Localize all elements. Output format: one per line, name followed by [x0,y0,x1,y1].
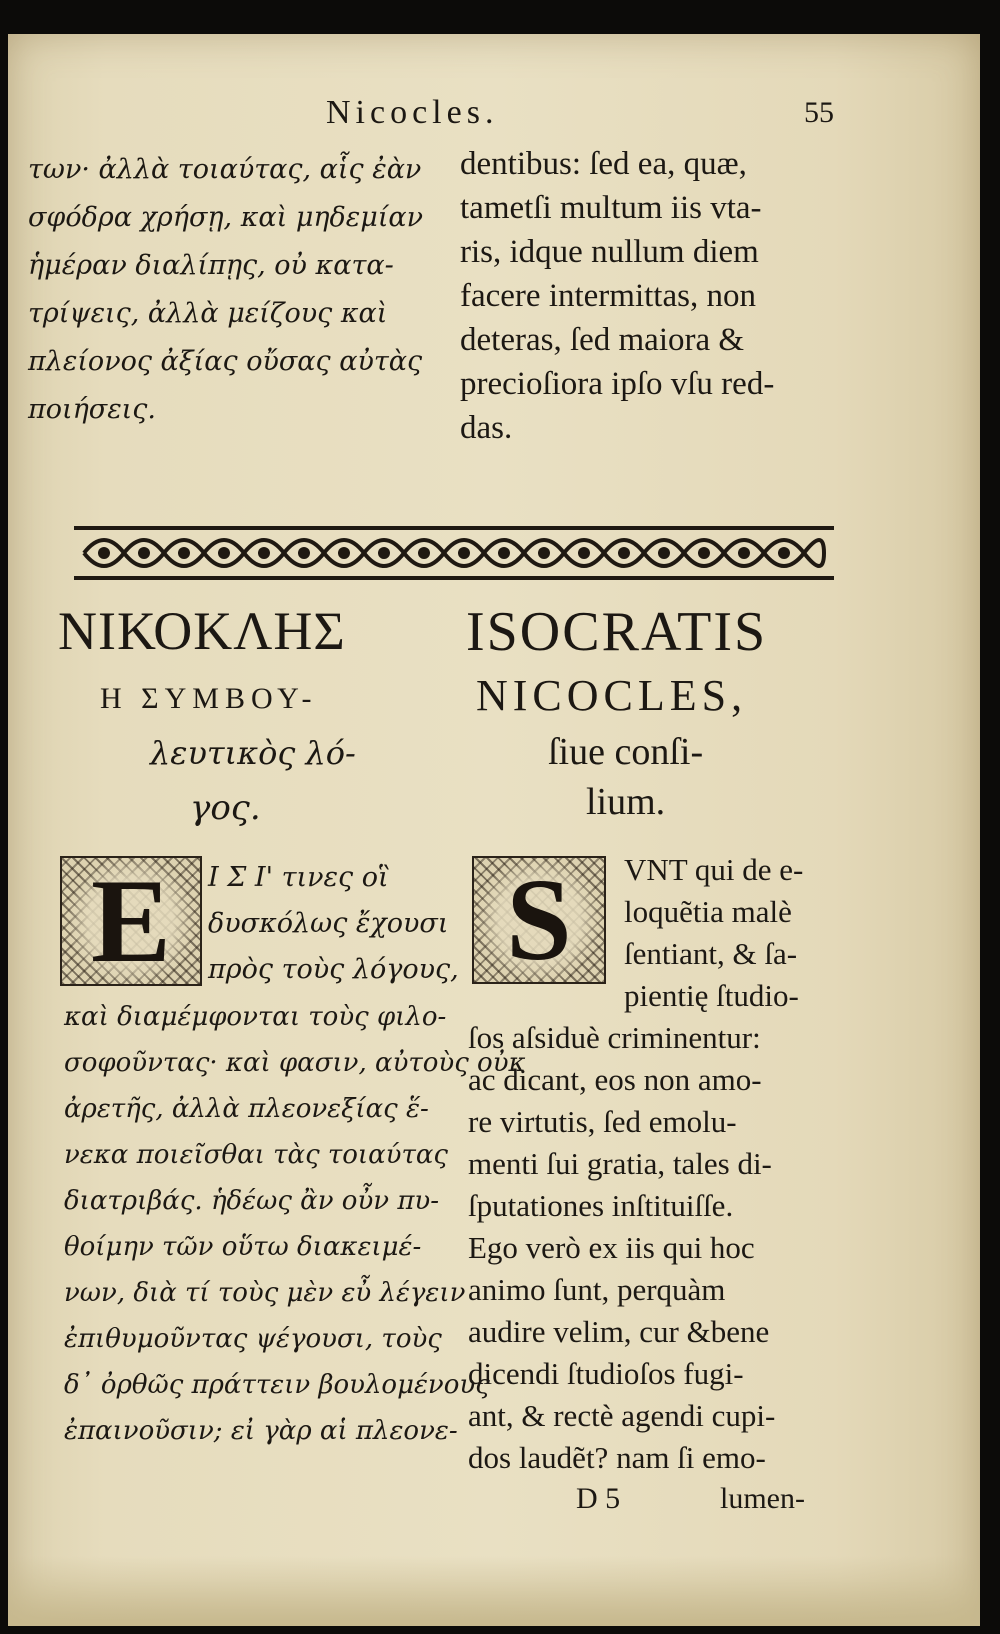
book-page [8,34,980,1626]
latin-line: loquẽtia malè [624,894,792,929]
latin-line: deteras, ſed maiora & [460,322,745,358]
greek-line: θοίμην τῶν οὕτω διακειμέ- [64,1232,422,1262]
greek-line: των· ἀλλὰ τοιαύτας, αἷς ἐὰν [28,154,422,185]
greek-heading-line: γος. [190,788,261,828]
latin-line: das. [460,410,513,446]
latin-line: dicendi ſtudioſos fugi- [468,1356,744,1391]
latin-line: animo ſunt, perquàm [468,1272,726,1307]
latin-line: tametſi multum iis vta- [460,190,762,226]
latin-line: ac dicant, eos non amo- [468,1062,762,1097]
greek-line: Ι Σ Ι' τινες οἳ [208,862,389,893]
latin-line: VNT qui de e- [624,852,804,887]
latin-line: audire velim, cur &bene [468,1314,770,1349]
latin-line: precioſiora ipſo vſu red- [460,366,775,402]
latin-line: re virtutis, ſed emolu- [468,1104,737,1139]
greek-line: σοφοῦντας· καὶ φασιν, αὐτοὺς οὐκ [64,1048,526,1078]
greek-title: ΝΙΚΟΚΛΗΣ [58,601,346,661]
latin-title: ISOCRATIS [466,601,768,663]
latin-line: ris, idque nullum diem [460,234,759,270]
greek-line: ἡμέραν διαλίπῃς, οὐ κατα- [28,250,394,281]
latin-line: ant, & rectè agendi cupi- [468,1398,776,1433]
greek-line: νεκα ποιεῖσθαι τὰς τοιαύτας [64,1140,448,1170]
greek-line: πρὸς τοὺς λόγους, [208,954,459,985]
page-number: 55 [804,96,834,129]
greek-heading-line: λευτικὸς λό- [150,734,356,772]
greek-line: ἀρετῆς, ἀλλὰ πλεονεξίας ἕ- [64,1094,429,1124]
latin-line: ſentiant, & ſa- [624,936,798,971]
running-title: Nicocles. [326,94,499,131]
greek-line: τρίψεις, ἀλλὰ μείζους καὶ [28,298,388,329]
woodcut-initial-s-icon: S [472,856,606,984]
greek-line: δυσκόλως ἔχουσι [208,908,449,939]
woodcut-initial-e-icon: Ε [60,856,202,986]
latin-line: menti ſui gratia, tales di- [468,1146,772,1181]
signature-mark: D 5 [576,1482,621,1515]
latin-line: facere intermittas, non [460,278,756,314]
greek-heading-line: Η ΣΥΜΒΟΥ- [100,682,318,715]
greek-line: πλείονος ἀξίας οὔσας αὐτὰς [28,346,423,377]
latin-heading-line: ſiue conſi- [548,731,704,773]
latin-heading-line: lium. [586,781,666,823]
greek-line: ἐπιθυμοῦντας ψέγουσι, τοὺς [64,1324,442,1354]
latin-line: ſputationes inſtituiſſe. [468,1188,734,1223]
greek-line: νων, διὰ τί τοὺς μὲν εὖ λέγειν [64,1278,466,1308]
catchword: lumen- [720,1482,805,1515]
latin-line: pientię ſtudio- [624,978,799,1013]
latin-line: ſos aſsiduè criminentur: [468,1020,761,1055]
greek-line: ποιήσεις. [28,394,156,425]
latin-line: dos laudẽt? nam ſi emo- [468,1440,766,1475]
greek-line: καὶ διαμέμφονται τοὺς φιλο- [64,1002,447,1032]
latin-line: Ego verò ex iis qui hoc [468,1230,755,1265]
greek-line: διατριβάς. ἡδέως ἂν οὖν πυ- [64,1186,439,1216]
latin-heading-line: NICOCLES, [476,671,748,720]
latin-line: dentibus: ſed ea, quæ, [460,146,747,182]
greek-line: ἐπαινοῦσιν; εἰ γὰρ αἱ πλεονε- [64,1416,458,1446]
printers-ornament-band-icon [74,522,834,584]
greek-line: δ᾽ ὀρθῶς πράττειν βουλομένους [64,1370,490,1400]
greek-line: σφόδρα χρήσῃ, καὶ μηδεμίαν [28,202,424,233]
